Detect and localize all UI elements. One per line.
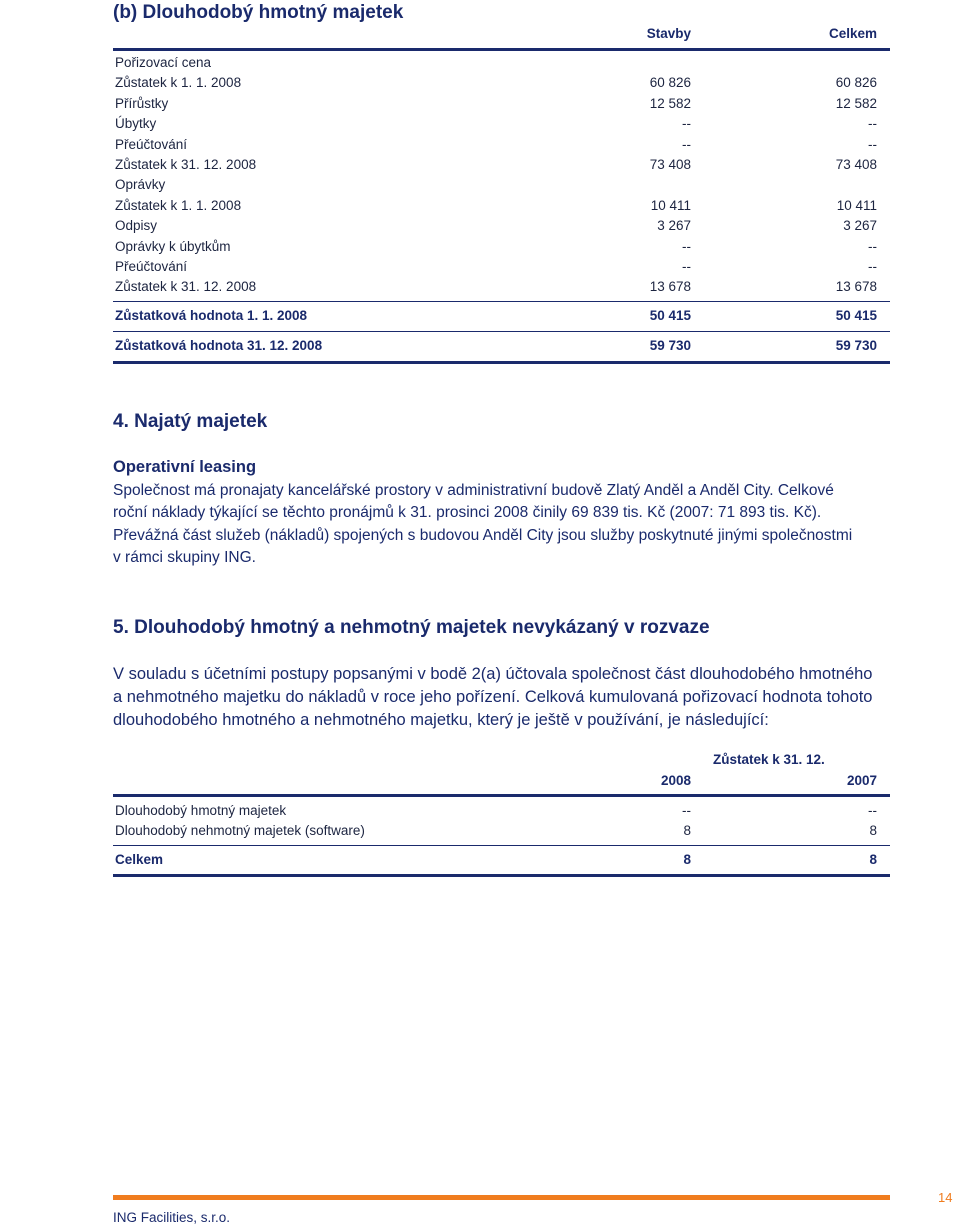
- column-header-celkem: Celkem: [828, 26, 877, 41]
- table-total-row: Zůstatková hodnota 1. 1. 2008 50 415 50 415: [115, 308, 877, 323]
- offbalance-table-header: [113, 771, 890, 791]
- paragraph-line: v rámci skupiny ING.: [113, 548, 256, 566]
- table-row: Odpisy 3 267 3 267: [115, 218, 877, 234]
- footer-accent-bar: [113, 1195, 890, 1200]
- table-row: Pořizovací cena: [115, 55, 212, 70]
- column-header-2007: 2007: [846, 773, 877, 788]
- totals-row-1: [113, 306, 890, 326]
- offbalance-total: [113, 850, 890, 870]
- table-row: Přeúčtování -- --: [115, 258, 877, 274]
- table-row: Oprávky: [115, 177, 166, 193]
- paragraph-line: roční náklady týkající se těchto pronájmů k 31. prosinci 2008 činily 69 839 tis. Kč (2007: 71 893 tis. Kč).: [113, 504, 822, 522]
- header-rule: [113, 48, 890, 51]
- group-header: Zůstatek k 31. 12.: [713, 752, 825, 767]
- fixed-assets-table: [113, 24, 890, 44]
- section-5-title: 5. Dlouhodobý hmotný a nehmotný majetek nevykázaný v rozvaze: [113, 617, 710, 638]
- column-header-2008: 2008: [660, 773, 691, 788]
- section-5-paragraph: [113, 663, 903, 732]
- offbalance-bottom-rule: [113, 874, 890, 877]
- rule-before-totals: [113, 301, 890, 302]
- offbalance-header-rule: [113, 794, 890, 797]
- paragraph-line: Převážná část služeb (nákladů) spojených s budovou Anděl City jsou služby poskytnuté jinými společnostmi: [113, 526, 853, 544]
- table-row: Oprávky k úbytkům -- --: [115, 238, 877, 254]
- rule-between-totals: [113, 331, 890, 332]
- table-row: Dlouhodobý nehmotný majetek (software) 8 8: [115, 823, 877, 839]
- page-number: 14: [938, 1190, 953, 1205]
- table-row: Úbytky -- --: [115, 116, 877, 132]
- paragraph-line: dlouhodobého hmotného a nehmotného majetku, který je ještě v používání, je následující:: [113, 711, 769, 729]
- table-row: Přírůstky 12 582 12 582: [115, 95, 877, 111]
- table-row: Zůstatek k 31. 12. 2008 13 678 13 678: [115, 279, 877, 295]
- paragraph-line: V souladu s účetními postupy popsanými v bodě 2(a) účtovala společnost část dlouhodobého hmotného: [113, 665, 873, 683]
- table-bottom-rule: [113, 361, 890, 364]
- table-row: Zůstatek k 31. 12. 2008 73 408 73 408: [115, 156, 877, 172]
- table-total-row: Celkem 8 8: [115, 852, 877, 867]
- offbalance-total-rule: [113, 845, 890, 846]
- column-header-stavby: Stavby: [646, 26, 691, 41]
- fixed-assets-rows: [113, 53, 890, 298]
- section-b-title: (b) Dlouhodobý hmotný majetek: [113, 2, 404, 23]
- paragraph-line: Společnost má pronajaty kancelářské prostory v administrativní budově Zlatý Anděl a Anděl City. Celkové: [113, 482, 834, 499]
- table-row: Zůstatek k 1. 1. 2008 60 826 60 826: [115, 75, 877, 91]
- offbalance-table-rows: [113, 801, 890, 842]
- totals-row-2: [113, 336, 890, 356]
- table-header-row: [113, 24, 890, 44]
- section-4-subtitle: Operativní leasing: [113, 458, 257, 476]
- footer-company: ING Facilities, s.r.o.: [113, 1210, 231, 1225]
- section-4-title: 4. Najatý majetek: [113, 411, 268, 432]
- table-row: Zůstatek k 1. 1. 2008 10 411 10 411: [115, 197, 877, 213]
- table-header-row: [113, 771, 890, 791]
- table-row: Přeúčtování -- --: [115, 136, 877, 152]
- table-row: Dlouhodobý hmotný majetek -- --: [115, 803, 877, 818]
- table-total-row: Zůstatková hodnota 31. 12. 2008 59 730 59 730: [115, 338, 877, 353]
- paragraph-line: a nehmotného majetku do nákladů v roce jeho pořízení. Celková kumulovaná pořizovací hodnota tohoto: [113, 688, 873, 706]
- section-4-paragraph: [113, 480, 903, 569]
